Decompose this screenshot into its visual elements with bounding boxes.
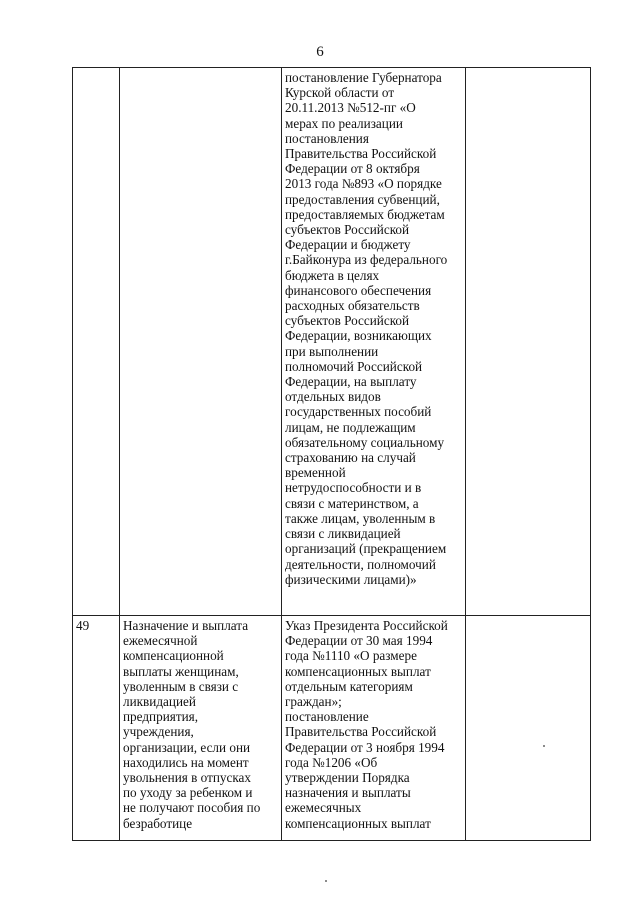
text-line: находились на момент [123, 754, 249, 770]
text-line: связи с ликвидацией [285, 526, 401, 542]
text-line: выплаты женщинам, [123, 663, 239, 679]
text-line: Курской области от [285, 85, 395, 101]
text-line: деятельности, полномочий [285, 556, 436, 572]
text-line: назначения и выплаты [285, 785, 411, 801]
text-line: Федерации от 30 мая 1994 [285, 633, 433, 649]
text-line: ликвидацией [123, 694, 196, 710]
text-line: предоставляемых бюджетам [285, 206, 445, 222]
text-line: организации, если они [123, 739, 251, 755]
text-line: лицам, не подлежащим [285, 419, 416, 435]
text-line: 20.11.2013 №512-пг «О [285, 100, 416, 116]
text-line: постановление Губернатора [285, 70, 442, 85]
legal-acts-cell [282, 616, 466, 841]
text-line: постановление [285, 709, 369, 725]
service-name-cell [120, 616, 282, 841]
text-line: нетрудоспособности и в [285, 480, 422, 496]
text-line: финансового обеспечения [285, 282, 432, 298]
scan-speck [325, 880, 327, 882]
text-line: страхованию на случай [285, 450, 416, 466]
table-row [73, 68, 591, 616]
text-line: ежемесячных [285, 800, 362, 816]
text-line: ежемесячной [123, 633, 198, 649]
text-line: компенсационных выплат [285, 815, 431, 831]
text-line: Федерации от 8 октября [285, 161, 420, 177]
text-line: года №1206 «Об [285, 754, 378, 770]
text-line: субъектов Российской [285, 313, 410, 329]
row-number-cell: 49 [73, 616, 120, 841]
text-line: полномочий Российской [285, 358, 423, 374]
text-line: увольнения в отпусках [123, 770, 251, 786]
empty-cell [466, 68, 591, 616]
row-number-cell [73, 68, 120, 616]
text-line: учреждения, [123, 724, 194, 740]
text-line: Назначение и выплата [123, 618, 249, 633]
text-line: субъектов Российской [285, 222, 410, 238]
text-line: временной [285, 465, 346, 481]
legal-acts-cell [282, 68, 466, 616]
text-line: по уходу за ребенком и [123, 785, 253, 801]
text-line: Указ Президента Российской [285, 618, 448, 633]
services-table [72, 67, 591, 841]
text-line: обязательному социальному [285, 434, 445, 450]
text-line: 2013 года №893 «О порядке [285, 176, 442, 192]
text-line: Федерации и бюджету [285, 237, 411, 253]
text-line: г.Байконура из федерального [285, 252, 448, 268]
table-row [73, 616, 591, 841]
text-line: бюджета в целях [285, 267, 380, 283]
text-line: также лицам, уволенным в [285, 510, 436, 526]
text-line: Правительства Российской [285, 724, 437, 740]
text-line: компенсационной [123, 648, 224, 664]
text-line: отдельных видов [285, 389, 381, 405]
text-line: государственных пособий [285, 404, 432, 420]
text-line: Федерации, возникающих [285, 328, 432, 344]
text-line: года №1110 «О размере [285, 648, 417, 664]
text-line: предприятия, [123, 709, 198, 725]
text-line: компенсационных выплат [285, 663, 431, 679]
text-line: физическими лицами)» [285, 571, 417, 587]
text-line: предоставления субвенций, [285, 191, 440, 207]
text-line: Федерации, на выплату [285, 374, 417, 390]
text-line: постановления [285, 130, 369, 146]
text-line: при выполнении [285, 343, 379, 359]
page-number: 6 [316, 44, 324, 60]
text-line: Федерации от 3 ноября 1994 [285, 739, 445, 755]
text-line: отдельным категориям [285, 678, 413, 694]
service-name-cell [120, 68, 282, 616]
text-line: организаций (прекращением [285, 541, 447, 557]
scan-speck [543, 745, 545, 747]
text-line: не получают пособия по [123, 800, 261, 816]
text-line: граждан»; [285, 694, 342, 710]
text-line: Правительства Российской [285, 146, 437, 162]
text-line: уволенным в связи с [123, 678, 239, 694]
empty-cell [466, 616, 591, 841]
text-line: расходных обязательств [285, 298, 420, 314]
text-line: связи с материнством, а [285, 495, 419, 511]
text-line: мерах по реализации [285, 115, 403, 131]
text-line: безработице [123, 815, 193, 831]
text-line: утверждении Порядка [285, 770, 410, 786]
